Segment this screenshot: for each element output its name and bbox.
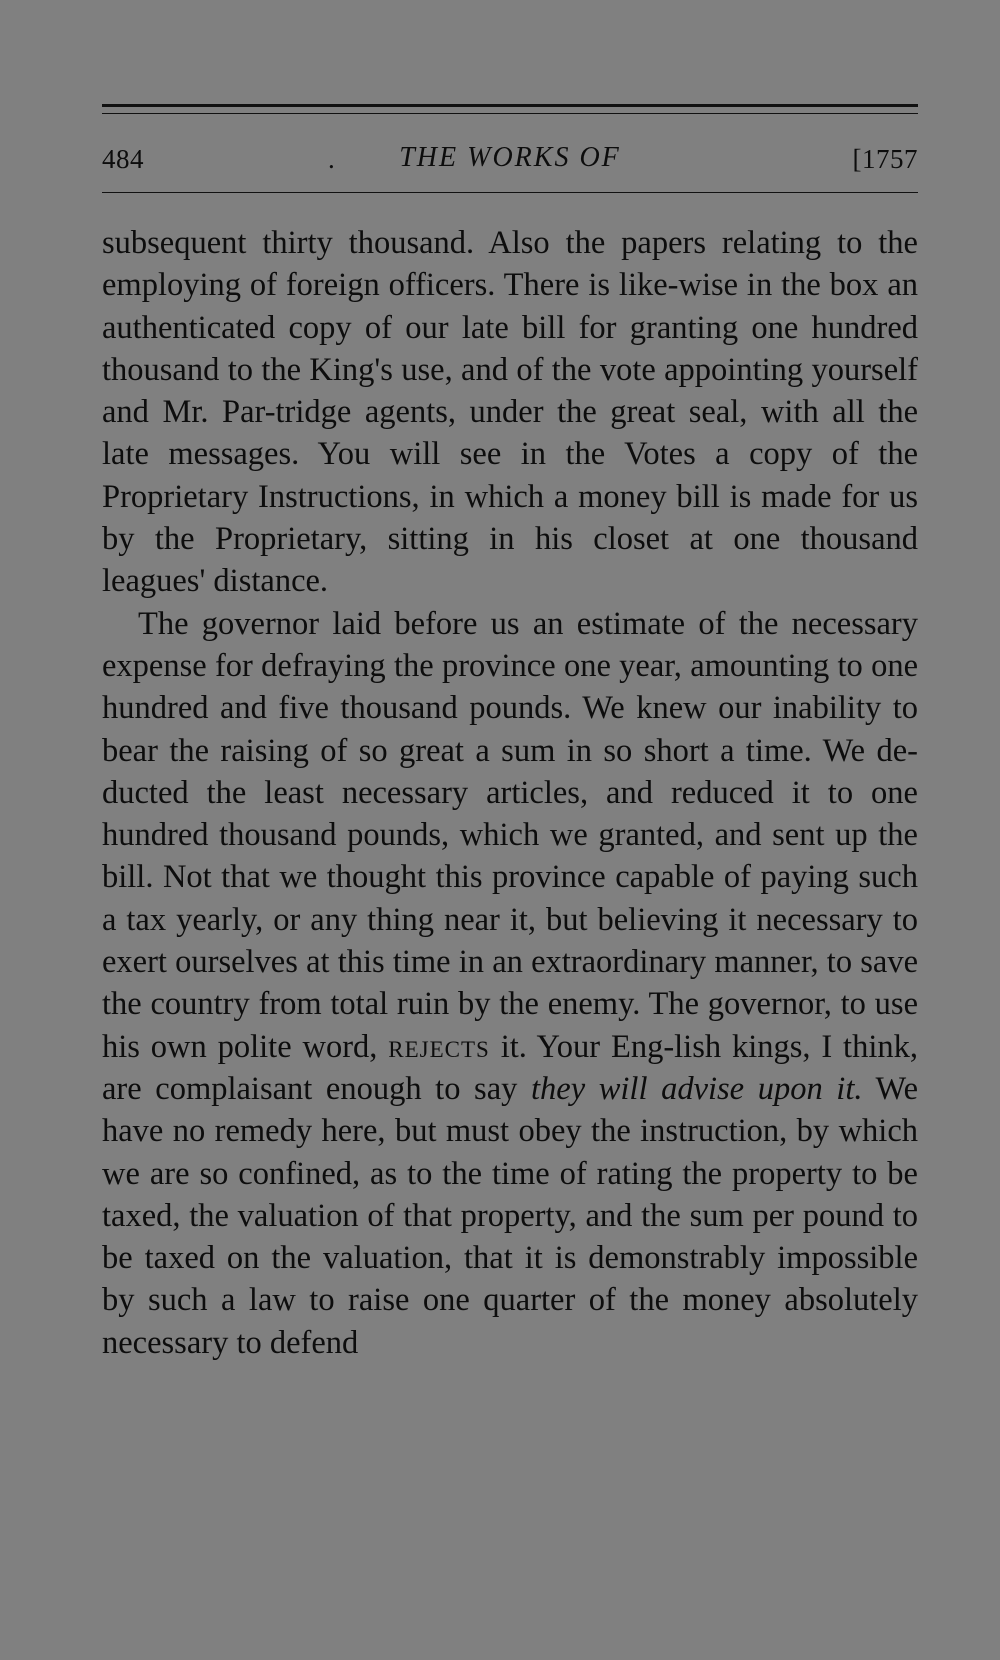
paragraph-2-part-c: We have no remedy here, but must obey the instruction, by which we are so confined, as to the time of rating the property to be taxed, the valuation of that property, and the sum per pound to be taxed on the valuation, that it is demonstrably impossible by such a law to raise one quarter of the money absolutely necessary to defend <box>102 1070 918 1361</box>
paragraph-2 <box>102 603 918 1364</box>
paragraph-2-part-b: it. Your Eng-lish kings, I think, are complaisant enough to say <box>102 1028 918 1107</box>
running-header <box>102 140 918 184</box>
paragraph-1: subsequent thirty thousand. Also the papers relating to the employing of foreign officers. There is like-wise in the box an authenticated copy of our late bill for granting one hundred thousand to the King's use, and of the vote appointing yourself and Mr. Par-tridge agents, under the great seal, with all the late messages. You will see in the Votes a copy of the Proprietary Instructions, in which a money bill is made for us by the Proprietary, sitting in his closet at one thousand leagues' distance. <box>102 225 918 600</box>
smallcaps-word: rejects <box>388 1028 490 1065</box>
italic-phrase: they will advise upon it. <box>530 1070 863 1107</box>
paragraph-2-part-a: The governor laid before us an estimate of the necessary expense for defraying the province one year, amounting to one hundred and five thousand pounds. We knew our inability to bear the raising of so great a sum in so short a time. We de-ducted the least necessary articles, and reduced it to one hundred thousand pounds, which we granted, and sent up the bill. Not that we thought this province capable of paying such a tax yearly, or any thing near it, but believing it necessary to exert ourselves at this time in an extraordinary manner, to save the country from total ruin by the enemy. The governor, to use his own polite word, <box>102 605 918 1065</box>
header-double-rule <box>102 104 918 114</box>
running-title: THE WORKS OF <box>399 142 621 173</box>
page-number: 484 <box>102 144 144 174</box>
header-year: [1757 <box>852 144 918 174</box>
header-rule <box>102 192 918 193</box>
body-text <box>102 222 918 1364</box>
header-separator: . <box>328 144 335 174</box>
